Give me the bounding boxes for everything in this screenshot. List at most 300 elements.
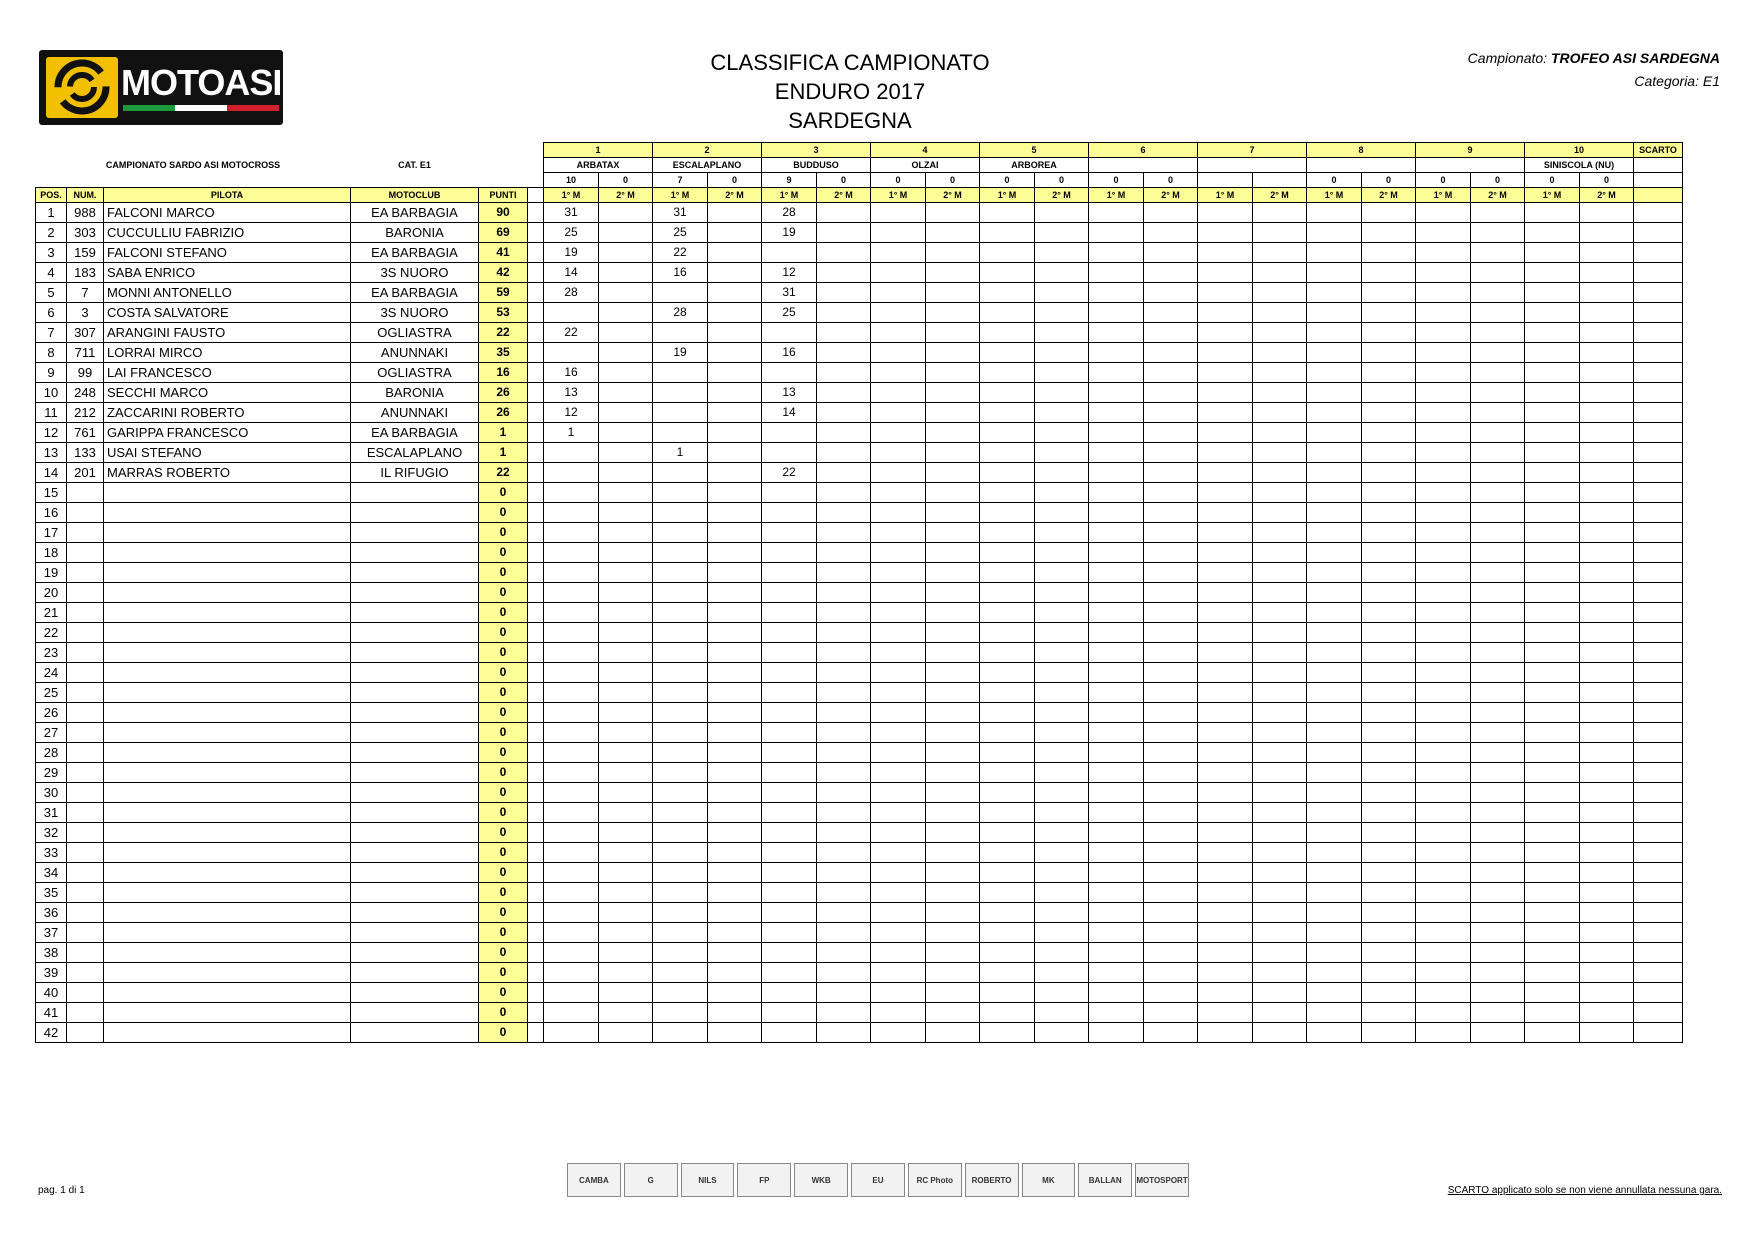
sponsor-logo: EU — [851, 1163, 905, 1197]
scarto-cell — [1634, 703, 1683, 723]
result-cell — [1144, 283, 1198, 303]
moto2-header-10: 2° M — [1580, 188, 1634, 203]
punti-cell: 26 — [479, 383, 528, 403]
result-cell — [980, 1023, 1035, 1043]
motoclub-cell: OGLIASTRA — [351, 363, 479, 383]
result-cell — [1580, 603, 1634, 623]
race-value-2-b: 0 — [708, 173, 762, 188]
result-cell — [1253, 703, 1307, 723]
pilota-cell: FALCONI STEFANO — [104, 243, 351, 263]
pos-cell: 9 — [36, 363, 67, 383]
result-cell — [653, 1023, 708, 1043]
race-value-1-a: 10 — [544, 173, 599, 188]
pos-cell: 11 — [36, 403, 67, 423]
result-cell — [1471, 923, 1525, 943]
result-cell — [1471, 823, 1525, 843]
result-cell — [871, 383, 926, 403]
gap-cell — [528, 903, 544, 923]
result-cell — [1144, 263, 1198, 283]
result-cell — [1035, 883, 1089, 903]
result-cell — [871, 703, 926, 723]
result-cell — [1089, 203, 1144, 223]
result-cell — [817, 283, 871, 303]
result-cell — [1144, 683, 1198, 703]
result-cell — [1525, 323, 1580, 343]
result-cell — [817, 743, 871, 763]
result-cell — [1471, 463, 1525, 483]
result-cell — [708, 443, 762, 463]
header-spacer — [479, 158, 544, 173]
result-cell — [817, 563, 871, 583]
result-cell — [1035, 743, 1089, 763]
result-cell — [1198, 283, 1253, 303]
gap-cell — [528, 603, 544, 623]
table-row — [36, 263, 1683, 283]
result-cell — [1471, 683, 1525, 703]
result-cell — [599, 883, 653, 903]
gap-cell — [528, 763, 544, 783]
result-cell — [1525, 463, 1580, 483]
scarto-cell — [1634, 423, 1683, 443]
result-cell — [1362, 943, 1416, 963]
punti-cell: 0 — [479, 723, 528, 743]
result-cell — [817, 523, 871, 543]
result-cell — [1307, 563, 1362, 583]
gap-cell — [528, 1023, 544, 1043]
moto2-header-6: 2° M — [1144, 188, 1198, 203]
punti-cell: 0 — [479, 603, 528, 623]
result-cell — [1307, 703, 1362, 723]
gap-cell — [528, 703, 544, 723]
result-cell — [544, 603, 599, 623]
result-cell — [926, 503, 980, 523]
num-cell: 988 — [67, 203, 104, 223]
result-cell — [1416, 623, 1471, 643]
punti-cell: 0 — [479, 683, 528, 703]
gap-cell — [528, 483, 544, 503]
scarto-cell — [1634, 583, 1683, 603]
result-cell: 12 — [544, 403, 599, 423]
table-row — [36, 663, 1683, 683]
motoclub-cell — [351, 523, 479, 543]
result-cell — [1307, 1023, 1362, 1043]
result-cell — [817, 863, 871, 883]
result-cell — [1580, 723, 1634, 743]
result-cell — [1253, 983, 1307, 1003]
result-cell — [1089, 1003, 1144, 1023]
gap-cell — [528, 343, 544, 363]
result-cell — [1471, 383, 1525, 403]
result-cell — [708, 803, 762, 823]
result-cell — [1035, 723, 1089, 743]
result-cell — [544, 803, 599, 823]
result-cell — [708, 723, 762, 743]
result-cell — [926, 763, 980, 783]
result-cell — [1198, 703, 1253, 723]
pilota-cell — [104, 943, 351, 963]
result-cell — [1253, 663, 1307, 683]
result-cell — [544, 943, 599, 963]
motoclub-cell: IL RIFUGIO — [351, 463, 479, 483]
motoclub-cell — [351, 923, 479, 943]
result-cell — [544, 963, 599, 983]
result-cell — [1416, 1023, 1471, 1043]
result-cell — [1307, 843, 1362, 863]
result-cell — [544, 563, 599, 583]
table-row — [36, 783, 1683, 803]
pilota-cell: LORRAI MIRCO — [104, 343, 351, 363]
motoclub-cell — [351, 623, 479, 643]
pos-cell: 14 — [36, 463, 67, 483]
result-cell — [980, 883, 1035, 903]
motoclub-cell: ANUNNAKI — [351, 343, 479, 363]
num-cell: 303 — [67, 223, 104, 243]
motoclub-cell: ANUNNAKI — [351, 403, 479, 423]
result-cell — [1416, 343, 1471, 363]
result-cell: 31 — [544, 203, 599, 223]
pilota-cell — [104, 763, 351, 783]
pos-cell: 5 — [36, 283, 67, 303]
result-cell — [1580, 363, 1634, 383]
result-cell — [1525, 283, 1580, 303]
result-cell — [1362, 463, 1416, 483]
result-cell — [1144, 723, 1198, 743]
result-cell — [1416, 563, 1471, 583]
result-cell — [544, 343, 599, 363]
race-value-9-b: 0 — [1471, 173, 1525, 188]
result-cell — [926, 903, 980, 923]
result-cell: 25 — [653, 223, 708, 243]
result-cell — [1416, 463, 1471, 483]
scarto-cell — [1634, 643, 1683, 663]
result-cell — [762, 323, 817, 343]
num-header: NUM. — [67, 188, 104, 203]
result-cell — [544, 923, 599, 943]
result-cell — [653, 363, 708, 383]
result-cell — [1362, 983, 1416, 1003]
result-cell — [1307, 963, 1362, 983]
result-cell — [1089, 543, 1144, 563]
result-cell — [1416, 483, 1471, 503]
result-cell — [1525, 203, 1580, 223]
punti-cell: 0 — [479, 583, 528, 603]
num-cell — [67, 1023, 104, 1043]
result-cell — [1144, 583, 1198, 603]
result-cell — [1253, 743, 1307, 763]
result-cell — [1253, 723, 1307, 743]
result-cell: 25 — [544, 223, 599, 243]
result-cell: 13 — [762, 383, 817, 403]
result-cell — [708, 923, 762, 943]
result-cell — [980, 863, 1035, 883]
punti-cell: 1 — [479, 423, 528, 443]
result-cell — [1580, 683, 1634, 703]
result-cell — [762, 663, 817, 683]
sponsor-logo: G — [624, 1163, 678, 1197]
result-cell — [1035, 523, 1089, 543]
result-cell — [544, 1003, 599, 1023]
result-cell — [1035, 483, 1089, 503]
pos-cell: 17 — [36, 523, 67, 543]
scarto-cell — [1634, 343, 1683, 363]
moto1-header-4: 1° M — [871, 188, 926, 203]
race-value-5-a: 0 — [980, 173, 1035, 188]
pilota-cell: ZACCARINI ROBERTO — [104, 403, 351, 423]
result-cell — [708, 663, 762, 683]
race-venue-9 — [1416, 158, 1525, 173]
result-cell — [1471, 283, 1525, 303]
num-cell — [67, 503, 104, 523]
punti-cell: 0 — [479, 563, 528, 583]
result-cell — [1307, 283, 1362, 303]
punti-cell: 35 — [479, 343, 528, 363]
punti-cell: 0 — [479, 483, 528, 503]
race-venue-1: ARBATAX — [544, 158, 653, 173]
result-cell — [1198, 783, 1253, 803]
gap-cell — [528, 943, 544, 963]
result-cell — [1471, 963, 1525, 983]
table-row — [36, 963, 1683, 983]
result-cell — [871, 583, 926, 603]
result-cell — [1035, 583, 1089, 603]
gap-cell — [528, 263, 544, 283]
scarto-cell — [1634, 363, 1683, 383]
table-row — [36, 323, 1683, 343]
result-cell — [1089, 743, 1144, 763]
result-cell — [1035, 383, 1089, 403]
result-cell — [1198, 343, 1253, 363]
scarto-cell — [1634, 683, 1683, 703]
result-cell — [1416, 943, 1471, 963]
result-cell — [1198, 523, 1253, 543]
motoclub-cell — [351, 763, 479, 783]
punti-cell: 0 — [479, 843, 528, 863]
result-cell — [926, 783, 980, 803]
pos-cell: 31 — [36, 803, 67, 823]
pos-cell: 29 — [36, 763, 67, 783]
result-cell — [1198, 763, 1253, 783]
categoria-label: Categoria: — [1634, 73, 1699, 89]
race-value-8-b: 0 — [1362, 173, 1416, 188]
categoria-line — [1468, 70, 1720, 93]
result-cell — [1362, 783, 1416, 803]
result-cell — [1525, 563, 1580, 583]
num-cell — [67, 703, 104, 723]
result-cell — [1144, 463, 1198, 483]
result-cell — [1144, 403, 1198, 423]
result-cell — [817, 783, 871, 803]
num-cell — [67, 643, 104, 663]
gap-cell — [528, 643, 544, 663]
result-cell — [1471, 983, 1525, 1003]
result-cell — [544, 743, 599, 763]
race-venue-2: ESCALAPLANO — [653, 158, 762, 173]
result-cell — [544, 983, 599, 1003]
scarto-cell — [1634, 883, 1683, 903]
pilota-cell — [104, 663, 351, 683]
result-cell — [708, 823, 762, 843]
result-cell — [1525, 383, 1580, 403]
pilota-cell — [104, 703, 351, 723]
scarto-cell — [1634, 783, 1683, 803]
result-cell — [599, 383, 653, 403]
result-cell — [926, 883, 980, 903]
result-cell — [1471, 903, 1525, 923]
result-cell — [871, 723, 926, 743]
result-cell — [1525, 523, 1580, 543]
pilota-cell: ARANGINI FAUSTO — [104, 323, 351, 343]
pos-cell: 10 — [36, 383, 67, 403]
gap-cell — [528, 803, 544, 823]
result-cell — [1580, 463, 1634, 483]
scarto-cell — [1634, 463, 1683, 483]
result-cell — [1362, 343, 1416, 363]
motoclub-cell — [351, 843, 479, 863]
result-cell — [1307, 363, 1362, 383]
result-cell — [599, 1003, 653, 1023]
num-cell — [67, 543, 104, 563]
result-cell — [1035, 563, 1089, 583]
result-cell — [871, 603, 926, 623]
result-cell — [871, 683, 926, 703]
result-cell — [1089, 923, 1144, 943]
result-cell — [653, 483, 708, 503]
page-number: pag. 1 di 1 — [38, 1185, 85, 1196]
num-cell — [67, 963, 104, 983]
result-cell — [1035, 763, 1089, 783]
result-cell — [1362, 963, 1416, 983]
result-cell — [762, 563, 817, 583]
result-cell — [1035, 803, 1089, 823]
result-cell — [1198, 223, 1253, 243]
result-cell — [871, 623, 926, 643]
result-cell — [980, 243, 1035, 263]
result-cell — [871, 783, 926, 803]
result-cell — [599, 983, 653, 1003]
result-cell: 28 — [762, 203, 817, 223]
result-cell — [708, 743, 762, 763]
result-cell — [708, 403, 762, 423]
result-cell — [817, 203, 871, 223]
moto1-header-3: 1° M — [762, 188, 817, 203]
pos-cell: 28 — [36, 743, 67, 763]
result-cell — [1416, 923, 1471, 943]
result-cell — [1416, 223, 1471, 243]
result-cell — [817, 923, 871, 943]
result-cell — [1253, 763, 1307, 783]
result-cell — [1089, 423, 1144, 443]
result-cell — [708, 843, 762, 863]
result-cell — [1035, 643, 1089, 663]
gap-cell — [528, 423, 544, 443]
result-cell — [653, 1003, 708, 1023]
result-cell — [1362, 443, 1416, 463]
result-cell — [1525, 543, 1580, 563]
result-cell — [1580, 643, 1634, 663]
result-cell — [1580, 323, 1634, 343]
result-cell — [762, 903, 817, 923]
result-cell — [1525, 243, 1580, 263]
sponsor-logo: FP — [737, 1163, 791, 1197]
result-cell — [1525, 263, 1580, 283]
result-cell — [1525, 903, 1580, 923]
num-cell: 201 — [67, 463, 104, 483]
header-spacer — [36, 143, 544, 158]
result-cell — [1416, 703, 1471, 723]
result-cell: 1 — [544, 423, 599, 443]
gap-cell — [528, 983, 544, 1003]
result-cell — [1471, 703, 1525, 723]
motoclub-cell — [351, 883, 479, 903]
document-title — [680, 48, 1020, 135]
race-number-7: 7 — [1198, 143, 1307, 158]
result-cell — [1471, 403, 1525, 423]
result-cell — [817, 463, 871, 483]
gap-cell — [528, 723, 544, 743]
result-cell — [1307, 303, 1362, 323]
result-cell — [599, 463, 653, 483]
result-cell — [1035, 303, 1089, 323]
result-cell — [544, 463, 599, 483]
result-cell — [1253, 843, 1307, 863]
result-cell — [1416, 423, 1471, 443]
result-cell — [1307, 903, 1362, 923]
result-cell — [1089, 283, 1144, 303]
num-cell — [67, 523, 104, 543]
result-cell — [708, 983, 762, 1003]
result-cell — [1471, 223, 1525, 243]
moto1-header-7: 1° M — [1198, 188, 1253, 203]
motoclub-cell — [351, 783, 479, 803]
scarto-cell — [1634, 863, 1683, 883]
num-cell: 7 — [67, 283, 104, 303]
result-cell — [1198, 383, 1253, 403]
result-cell — [1580, 503, 1634, 523]
result-cell — [708, 643, 762, 663]
gap-cell — [528, 243, 544, 263]
punti-cell: 0 — [479, 503, 528, 523]
result-cell — [980, 483, 1035, 503]
result-cell — [817, 703, 871, 723]
pos-cell: 18 — [36, 543, 67, 563]
moto1-header-8: 1° M — [1307, 188, 1362, 203]
result-cell — [1035, 1003, 1089, 1023]
title-line-3: SARDEGNA — [788, 108, 912, 133]
result-cell — [1416, 963, 1471, 983]
result-cell — [1416, 903, 1471, 923]
result-cell — [926, 343, 980, 363]
result-cell — [1144, 923, 1198, 943]
result-cell — [1307, 343, 1362, 363]
result-cell — [653, 623, 708, 643]
pos-cell: 22 — [36, 623, 67, 643]
punti-header: PUNTI — [479, 188, 528, 203]
result-cell — [1362, 383, 1416, 403]
result-cell — [544, 643, 599, 663]
result-cell — [1362, 723, 1416, 743]
result-cell — [1362, 363, 1416, 383]
result-cell — [1089, 523, 1144, 543]
motoclub-cell — [351, 503, 479, 523]
result-cell — [599, 203, 653, 223]
result-cell — [599, 1023, 653, 1043]
gap-cell — [528, 383, 544, 403]
result-cell — [1089, 823, 1144, 843]
result-cell — [1035, 623, 1089, 643]
result-cell — [1471, 523, 1525, 543]
motoclub-cell — [351, 603, 479, 623]
result-cell — [1471, 583, 1525, 603]
